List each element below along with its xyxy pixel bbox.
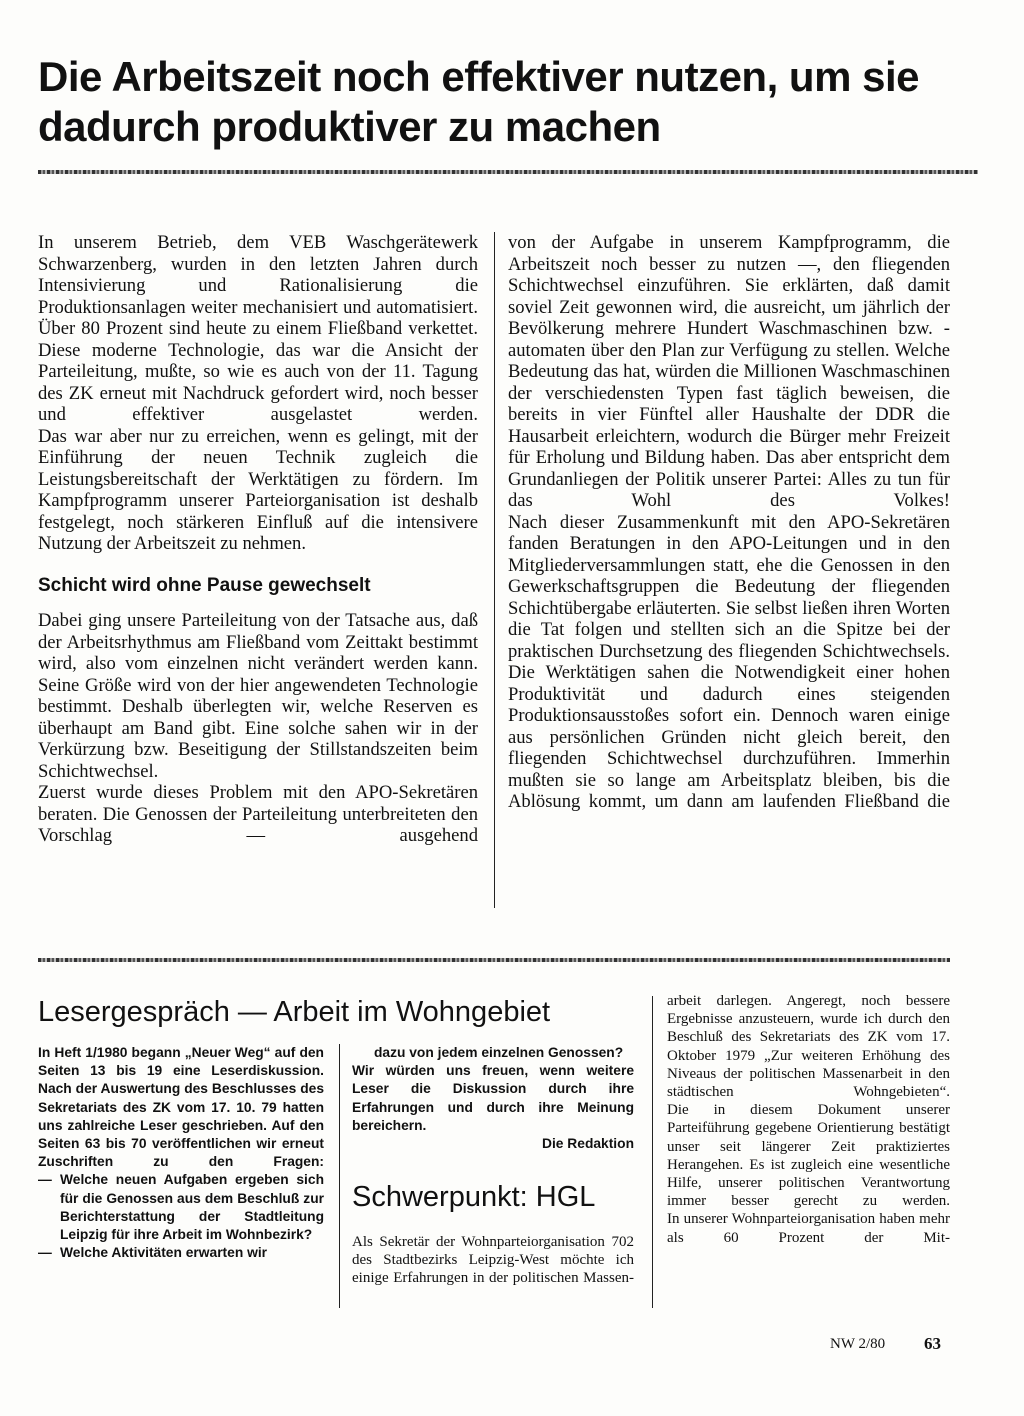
- top-divider: [38, 170, 978, 174]
- question-item: [38, 1171, 324, 1244]
- article-paragraph: Die Werktätigen sahen die Notwendigkeit einer hohen Produktivität und dadurch eines steigenden Produktionsausstoßes sofort ein. Dennoch waren einige aus persönlichen Gründen nicht gleich bereit, den fliegenden Schichtwechsel durchzuführen. Immerhin mußten sie so lange am Arbeitsplatz bleiben, bis die Ablösung kommt, um dann am laufenden Fließband die: [508, 662, 950, 812]
- letter-paragraph: Die in diesem Dokument unserer Parteiführung gegebene Orientierung bestätigt unser seit längerer Zeit praktiziertes Herangehen. Es ist zugleich eine wesentliche Hilfe, unserer politischen Verantwortung immer besser gerecht zu werden.: [667, 1102, 950, 1210]
- article-paragraph: Zuerst wurde dieses Problem mit den APO-Sekretären beraten. Die Genossen der Parteileitung unterbreiteten den Vorschlag — ausgehend: [38, 782, 478, 846]
- question-item: [38, 1244, 324, 1262]
- issue-label: NW 2/80: [830, 1336, 886, 1352]
- article-column-2: [508, 232, 950, 813]
- hgl-paragraph: Als Sekretär der Wohnparteiorganisation 702 des Stadtbezirks Leipzig-West möchte ich einige Erfahrungen in der politischen Massen-: [352, 1234, 634, 1287]
- letter-paragraph: arbeit darlegen. Angeregt, noch bessere Ergebnisse anzusteuern, wurde ich durch den Beschluß des Sekretariats des ZK vom 17. Oktober 1979 „Zur weiteren Erhöhung des Niveaus der politischen Massenarbeit in den städtischen Wohngebieten“.: [667, 993, 950, 1101]
- article-subheading: Schicht wird ohne Pause gewechselt: [38, 574, 371, 596]
- dash-glyph: —: [38, 1245, 52, 1261]
- closing-text: Wir würden uns freuen, wenn weitere Leser die Diskussion durch ihre Erfahrungen und durch ihre Meinung bereichern.: [352, 1063, 634, 1133]
- editorial-continued: [352, 1044, 634, 1153]
- editorial-signature: Die Redaktion: [542, 1136, 634, 1152]
- section-divider: [38, 958, 950, 962]
- dash-glyph: —: [38, 1172, 52, 1188]
- column-divider: [652, 996, 653, 1308]
- article-paragraph: In unserem Betrieb, dem VEB Waschgerätewerk Schwarzenberg, wurden in den letzten Jahren durch Intensivierung und Rationalisierung die Produktionsanlagen weiter mechanisiert und automatisiert. Über 80 Prozent sind heute zu einem Fließband verkettet. Diese moderne Technologie, das war die Ansicht der Parteileitung, mußte, so wie es auch von der 11. Tagung des ZK erneut mit Nachdruck gefordert wird, noch besser und effektiver ausgelastet werden.: [38, 232, 478, 425]
- article-paragraph: Dabei ging unsere Parteileitung von der Tatsache aus, daß der Arbeitsrhythmus am Fließband vom Zeittakt bestimmt wird, also vom einzelnen nicht verändert werden kann. Seine Größe wird von der hier angewendeten Technologie bestimmt. Deshalb überlegten wir, welche Reserven es überhaupt am Band gibt. Eine solche sahen wir in der Verkürzung bzw. Beseitigung der Stillstandszeiten beim Schichtwechsel.: [38, 610, 478, 782]
- section-title: Lesergespräch — Arbeit im Wohngebiet: [38, 996, 551, 1028]
- article-paragraph: Nach dieser Zusammenkunft mit den APO-Sekretären fanden Beratungen in den APO-Leitungen und in den Mitgliederversammlungen statt, ehe die Genossen in den Gewerkschaftsgruppen die Bedeutung der fliegenden Schichtübergabe erläuterten. Sie selbst ließen ihren Worten die Tat folgen und stellten sich an die Spitze bei der praktischen Durchsetzung des fliegenden Schichtwechsels.: [508, 511, 950, 662]
- article-headline: Die Arbeitszeit noch effektiver nutzen, um sie dadurch produktiver zu machen: [38, 53, 919, 150]
- letter-paragraph: In unserer Wohnparteiorganisation haben mehr als 60 Prozent der Mit-: [667, 1211, 950, 1246]
- article-column-1: [38, 232, 478, 847]
- hgl-text: [352, 1233, 634, 1288]
- question-text: Welche Aktivitäten erwarten wir: [60, 1245, 268, 1261]
- intro-text: In Heft 1/1980 begann „Neuer Weg“ auf den Seiten 13 bis 19 eine Leserdiskussion. Nach der Auswertung des Beschlusses des Sekretariats des ZK vom 17. 10. 79 hatten uns zahlreiche Leser geschrieben. Auf den Seiten 63 bis 70 veröffentlichen wir erneut Zuschriften zu den Fragen:: [38, 1045, 324, 1170]
- subsection-title: Schwerpunkt: HGL: [352, 1181, 596, 1213]
- question-text: Welche neuen Aufgaben ergeben sich für die Genossen aus dem Beschluß zur Berichterstattung der Stadtleitung Leipzig für ihre Arbeit im Wohnbezirk?: [60, 1172, 324, 1243]
- column-divider: [494, 232, 495, 908]
- editorial-intro: [38, 1044, 324, 1262]
- letter-column-3: [667, 992, 950, 1247]
- page-number: 63: [924, 1334, 941, 1353]
- article-paragraph: Das war aber nur zu erreichen, wenn es gelingt, mit der Einführung der neuen Technik zugleich die Leistungsbereitschaft der Werktätigen zu fördern. Im Kampfprogramm unserer Parteiorganisation ist deshalb festgelegt, noch stärkeren Einfluß auf die intensivere Nutzung der Arbeitszeit zu nehmen.: [38, 425, 478, 554]
- article-paragraph: von der Aufgabe in unserem Kampfprogramm, die Arbeitszeit noch besser zu nutzen —, den fliegenden Schichtwechsel einzuführen. Sie erklärten, daß damit soviel Zeit gewonnen wird, die ausreicht, um jährlich der Bevölkerung mehrere Hundert Waschmaschinen bzw. -automaten über den Plan zur Verfügung zu stellen. Welche Bedeutung das hat, würden die Millionen Waschmaschinen der verschiedensten Typen fast täglich beweisen, die bereits in vier Fünftel aller Haushalte der DDR die Hausarbeit erleichtern, wodurch die Bürger mehr Freizeit für Erholung und Bildung haben. Das aber entspricht dem Grundanliegen der Politik unserer Partei: Alles zu tun für das Wohl des Volkes!: [508, 232, 950, 511]
- question-continued: dazu von jedem einzelnen Genossen?: [374, 1045, 624, 1060]
- column-divider: [339, 1044, 340, 1308]
